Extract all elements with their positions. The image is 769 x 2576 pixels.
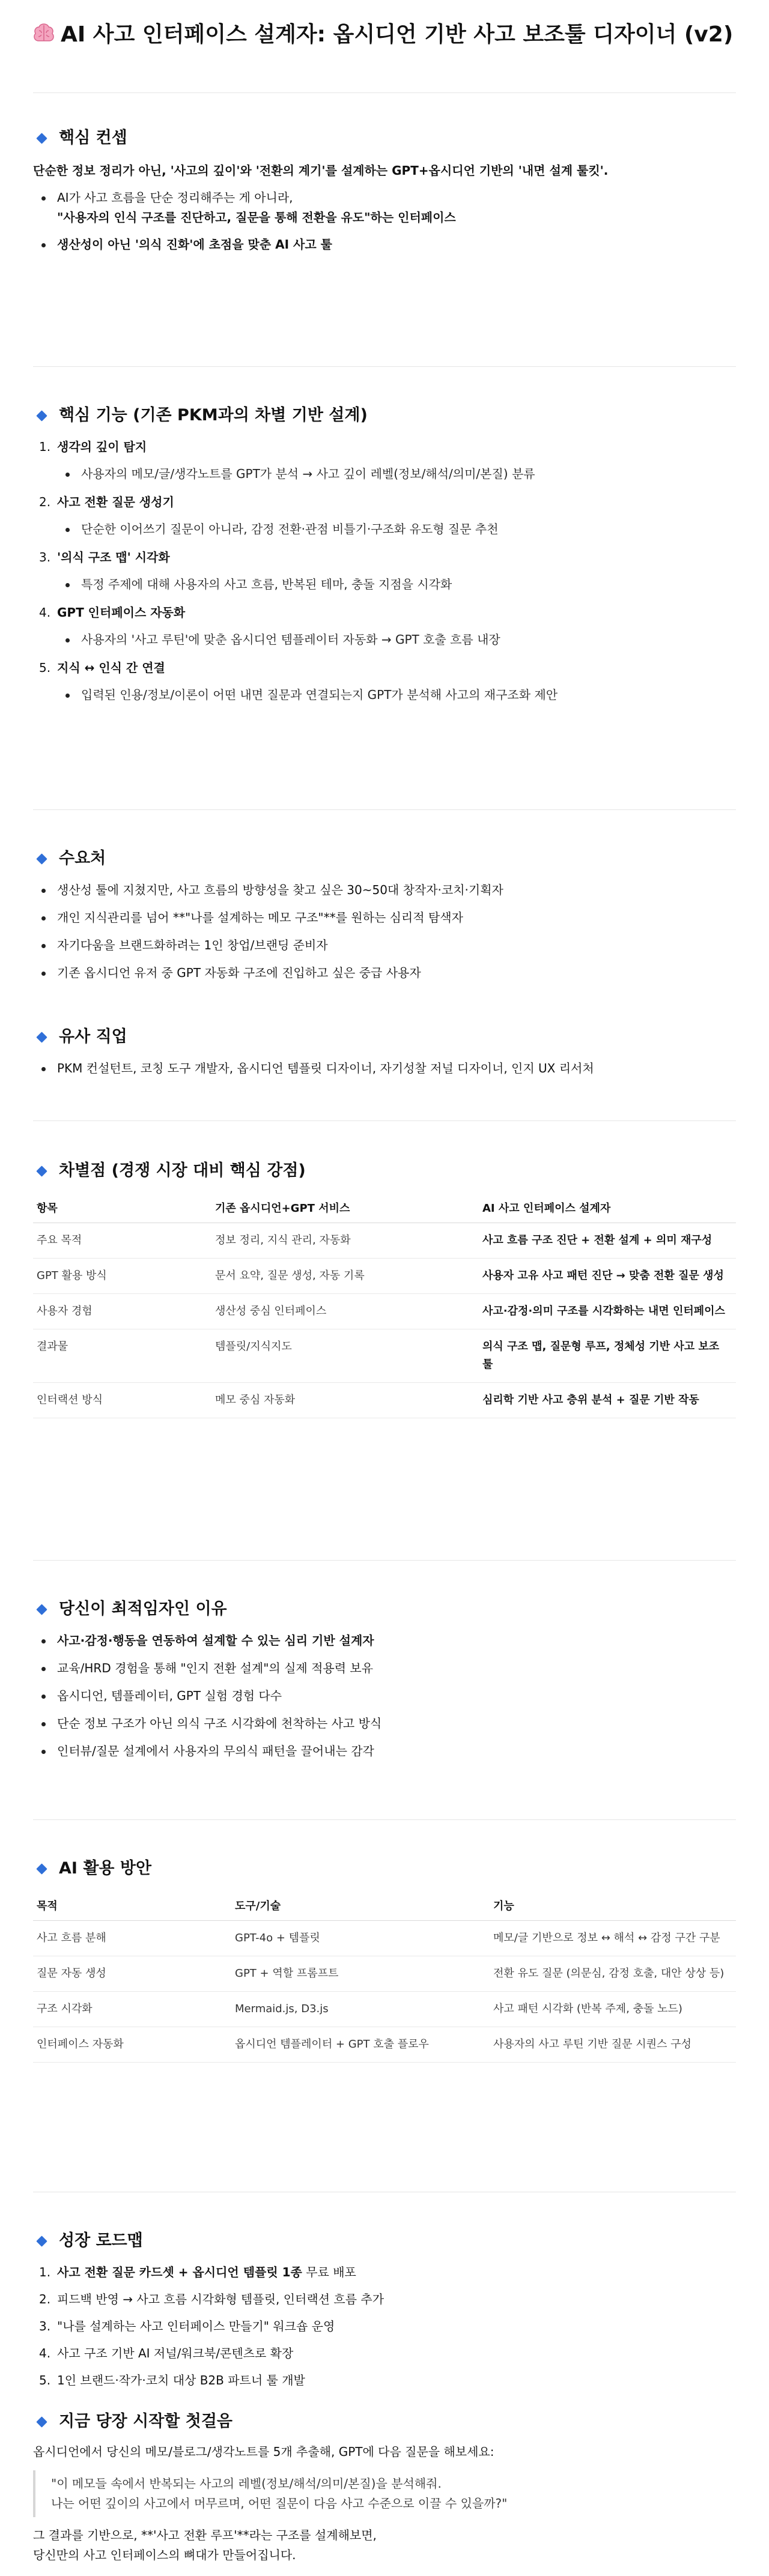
table-row: 사고 흐름 분해 GPT-4o + 템플릿 메모/글 기반으로 정보 ↔ 해석 ↔ 감정 구간 구분 [33, 1921, 736, 1956]
divider [33, 92, 736, 93]
table-row: 질문 자동 생성 GPT + 역할 프롬프트 전환 유도 질문 (의문심, 감정 호출, 대안 상상 등) [33, 1956, 736, 1992]
list-item: 자기다움을 브랜드화하려는 1인 창업/브랜딩 준비자 [33, 936, 736, 955]
feature-item: 2. 사고 전환 질문 생성기 단순한 이어쓰기 질문이 아니라, 감정 전환·관점 비틀기·구조화 유도형 질문 추천 [33, 492, 736, 539]
column-header: 도구/기술 [231, 1890, 490, 1921]
section-why [33, 1597, 736, 1761]
divider [33, 1819, 736, 1820]
feature-item: 5. 지식 ↔ 인식 간 연결 입력된 인용/정보/이론이 어떤 내면 질문과 연결되는지 GPT가 분석해 사고의 재구조화 제안 [33, 658, 736, 705]
diamond-icon [36, 1863, 47, 1874]
table-row: GPT 활용 방식 문서 요약, 질문 생성, 자동 기록 사용자 고유 사고 패턴 진단 → 맞춤 전환 질문 생성 [33, 1259, 736, 1294]
section-roadmap [33, 2229, 736, 2390]
roadmap-item: 3. "나를 설계하는 사고 인터페이스 만들기" 워크숍 운영 [39, 2319, 335, 2333]
section-heading: 핵심 컨셉 [33, 126, 736, 150]
section-diff [33, 1159, 736, 1418]
diamond-icon [36, 1166, 47, 1176]
first-step-outro: 그 결과를 기반으로, **'사고 전환 루프'**라는 구조를 설계해보면, 당신만의 사고 인터페이스의 뼈대가 만들어집니다. [33, 2528, 377, 2562]
section-heading: 차별점 (경쟁 시장 대비 핵심 강점) [33, 1159, 736, 1183]
section-demand [33, 847, 736, 983]
section-heading: AI 활용 방안 [33, 1857, 736, 1881]
section-heading: 수요처 [33, 847, 736, 871]
diamond-icon [36, 133, 47, 144]
ai-table [33, 1890, 736, 2063]
concept-intro: 단순한 정보 정리가 아닌, '사고의 깊이'와 '전환의 계기'를 설계하는 GPT+옵시디언 기반의 '내면 설계 툴킷'. [33, 163, 609, 178]
list-item: AI가 사고 흐름을 단순 정리해주는 게 아니라, "사용자의 인식 구조를 진단하고, 질문을 통해 전환을 유도"하는 인터페이스 [33, 188, 736, 228]
section-heading: 지금 당장 시작할 첫걸음 [33, 2410, 736, 2434]
divider [33, 366, 736, 367]
table-header-row [33, 1193, 736, 1223]
list-item: 옵시디언, 템플레이터, GPT 실험 경험 다수 [33, 1686, 736, 1706]
list-item: 인터뷰/질문 설계에서 사용자의 무의식 패턴을 끌어내는 감각 [33, 1741, 736, 1761]
list-item: 생산성이 아닌 '의식 진화'에 초점을 맞춘 AI 사고 툴 [33, 235, 736, 255]
list-item: 사고·감정·행동을 연동하여 설계할 수 있는 심리 기반 설계자 [33, 1631, 736, 1651]
section-first-step [33, 2410, 736, 2565]
list-item: 개인 지식관리를 넘어 **"나를 설계하는 메모 구조"**를 원하는 심리적 탐색자 [33, 908, 736, 928]
divider [33, 1560, 736, 1561]
feature-item: 3. '의식 구조 맵' 시각화 특정 주제에 대해 사용자의 사고 흐름, 반복된 테마, 충돌 지점을 시각화 [33, 548, 736, 594]
roadmap-item: 1. 사고 전환 질문 카드셋 + 옵시디언 템플릿 1종 무료 배포 [39, 2265, 356, 2279]
list-item: PKM 컨설턴트, 코칭 도구 개발자, 옵시디언 템플릿 디자이너, 자기성찰 저널 디자이너, 인지 UX 리서처 [33, 1059, 736, 1078]
roadmap-item: 2. 피드백 반영 → 사고 흐름 시각화형 템플릿, 인터랙션 흐름 추가 [39, 2292, 384, 2306]
feature-item: 1. 생각의 깊이 탐지 사용자의 메모/글/생각노트를 GPT가 분석 → 사고 깊이 레벨(정보/해석/의미/본질) 분류 [33, 437, 736, 484]
divider [33, 1120, 736, 1121]
list-item: 단순 정보 구조가 아닌 의식 구조 시각화에 천착하는 사고 방식 [33, 1714, 736, 1734]
section-ai [33, 1857, 736, 2063]
table-row: 인터페이스 자동화 옵시디언 템플레이터 + GPT 호출 플로우 사용자의 사고 루틴 기반 질문 시퀀스 구성 [33, 2027, 736, 2063]
list-item: 생산성 툴에 지쳤지만, 사고 흐름의 방향성을 찾고 싶은 30~50대 창작자·코치·기획자 [33, 880, 736, 900]
list-item: 기존 옵시디언 유저 중 GPT 자동화 구조에 진입하고 싶은 중급 사용자 [33, 963, 736, 983]
column-header: 기능 [490, 1890, 736, 1921]
feature-item: 4. GPT 인터페이스 자동화 사용자의 '사고 루틴'에 맞춘 옵시디언 템플레이터 자동화 → GPT 호출 흐름 내장 [33, 603, 736, 650]
diamond-icon [36, 853, 47, 864]
table-row: 사용자 경험 생산성 중심 인터페이스 사고·감정·의미 구조를 시각화하는 내면 인터페이스 [33, 1294, 736, 1329]
section-heading: 유사 직업 [33, 1025, 736, 1049]
divider [33, 809, 736, 810]
section-heading: 성장 로드맵 [33, 2229, 736, 2253]
column-header: 기존 옵시디언+GPT 서비스 [211, 1193, 479, 1223]
brain-icon [33, 22, 55, 44]
roadmap-item: 4. 사고 구조 기반 AI 저널/워크북/콘텐츠로 확장 [39, 2346, 294, 2360]
title-text: AI 사고 인터페이스 설계자: 옵시디언 기반 사고 보조툴 디자이너 (v2) [61, 22, 734, 47]
section-features [33, 404, 736, 705]
table-row: 인터랙션 방식 메모 중심 자동화 심리학 기반 사고 층위 분석 + 질문 기반 작동 [33, 1383, 736, 1418]
section-heading: 당신이 최적임자인 이유 [33, 1597, 736, 1621]
table-row: 구조 시각화 Mermaid.js, D3.js 사고 패턴 시각화 (반복 주제, 충돌 노드) [33, 1992, 736, 2027]
section-concept [33, 126, 736, 255]
prompt-quote: "이 메모들 속에서 반복되는 사고의 레벨(정보/해석/의미/본질)을 분석해줘. 나는 어떤 깊이의 사고에서 머무르며, 어떤 질문이 다음 사고 수준으로 이끌 수 있을까?" [33, 2470, 736, 2517]
page-title [33, 18, 736, 52]
diamond-icon [36, 1604, 47, 1615]
diamond-icon [36, 1032, 47, 1042]
section-heading: 핵심 기능 (기존 PKM과의 차별 기반 설계) [33, 404, 736, 428]
table-row: 주요 목적 정보 정리, 지식 관리, 자동화 사고 흐름 구조 진단 + 전환 설계 + 의미 재구성 [33, 1223, 736, 1259]
column-header: 목적 [33, 1890, 231, 1921]
list-item: 교육/HRD 경험을 통해 "인지 전환 설계"의 실제 적용력 보유 [33, 1658, 736, 1678]
first-step-intro: 옵시디언에서 당신의 메모/블로그/생각노트를 5개 추출해, GPT에 다음 질문을 해보세요: [33, 2444, 494, 2459]
section-jobs [33, 1025, 736, 1078]
diamond-icon [36, 2236, 47, 2246]
column-header: AI 사고 인터페이스 설계자 [479, 1193, 736, 1223]
column-header: 항목 [33, 1193, 211, 1223]
roadmap-item: 5. 1인 브랜드·작가·코치 대상 B2B 파트너 툴 개발 [39, 2373, 305, 2387]
table-row: 결과물 템플릿/지식지도 의식 구조 맵, 질문형 루프, 정체성 기반 사고 보조 툴 [33, 1329, 736, 1383]
diamond-icon [36, 410, 47, 421]
diamond-icon [36, 2416, 47, 2427]
table-header-row [33, 1890, 736, 1921]
diff-table [33, 1193, 736, 1418]
